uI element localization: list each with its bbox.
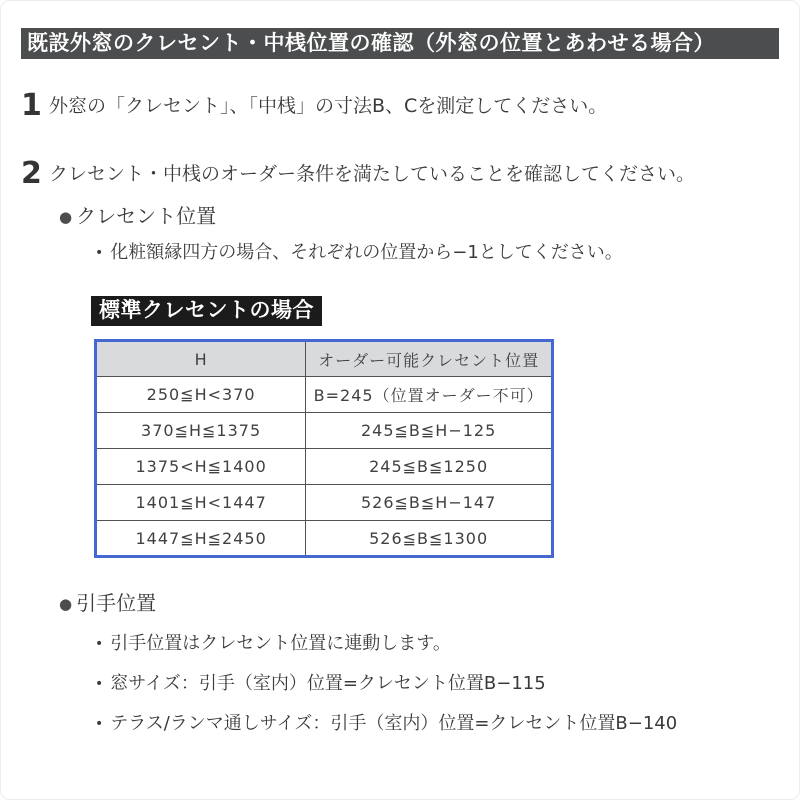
standard-crescent-label: [91, 296, 322, 326]
circle-bullet-icon: [59, 589, 76, 617]
cell-h-range: 1375<H≦1400: [96, 449, 306, 485]
cell-h-range: 250≦H<370: [96, 377, 306, 413]
crescent-position-table: [94, 339, 554, 558]
circle-bullet-icon: [59, 202, 76, 230]
table-row: [96, 449, 553, 485]
table-header-row: [96, 341, 553, 377]
dot-bullet-icon: [95, 710, 110, 737]
crescent-position-heading: [59, 202, 779, 230]
dot-bullet-icon: [95, 630, 110, 657]
cell-order-range: 245≦B≦H−125: [306, 413, 553, 449]
cell-h-range: 370≦H≦1375: [96, 413, 306, 449]
section-header-bar: [21, 28, 779, 59]
handle-note-2: [95, 670, 779, 697]
dot-bullet-icon: [95, 670, 110, 697]
handle-note-3: [95, 710, 779, 737]
table-row: [96, 413, 553, 449]
handle-note-3-text: テラス/ランマ通しサイズ：引手（室内）位置=クレセント位置B−140: [110, 713, 678, 734]
cell-order-range: 526≦B≦1300: [306, 521, 553, 557]
cell-order-range: B=245（位置オーダー不可）: [306, 377, 553, 413]
crescent-position-note-text: 化粧額縁四方の場合、それぞれの位置から−1としてください。: [110, 242, 623, 263]
cell-h-range: 1401≦H<1447: [96, 485, 306, 521]
cell-h-range: 1447≦H≦2450: [96, 521, 306, 557]
handle-position-heading-text: 引手位置: [76, 591, 157, 615]
column-header-h: H: [96, 341, 306, 377]
column-header-order-position: オーダー可能クレセント位置: [306, 341, 553, 377]
step-2-text: クレセント・中桟のオーダー条件を満たしていることを確認してください。: [49, 163, 696, 185]
cell-order-range: 245≦B≦1250: [306, 449, 553, 485]
handle-note-1-text: 引手位置はクレセント位置に連動します。: [110, 633, 451, 654]
crescent-position-note: [95, 239, 779, 266]
handle-position-heading: [59, 589, 779, 617]
step-1-text: 外窓の「クレセント」、「中桟」の寸法B、Cを測定してください。: [49, 95, 608, 117]
step-2: [21, 156, 779, 191]
table-row: [96, 485, 553, 521]
handle-note-2-text: 窓サイズ：引手（室内）位置=クレセント位置B−115: [110, 673, 546, 694]
step-2-number: 2: [21, 156, 42, 191]
dot-bullet-icon: [95, 239, 110, 266]
step-1: [21, 88, 779, 123]
step-1-number: 1: [21, 88, 42, 123]
section-header-title: 既設外窓のクレセント・中桟位置の確認（外窓の位置とあわせる場合）: [27, 31, 715, 55]
cell-order-range: 526≦B≦H−147: [306, 485, 553, 521]
table-row: [96, 521, 553, 557]
table-row: [96, 377, 553, 413]
crescent-position-heading-text: クレセント位置: [76, 204, 217, 228]
standard-crescent-label-text: 標準クレセントの場合: [99, 298, 314, 322]
handle-note-1: [95, 630, 779, 657]
